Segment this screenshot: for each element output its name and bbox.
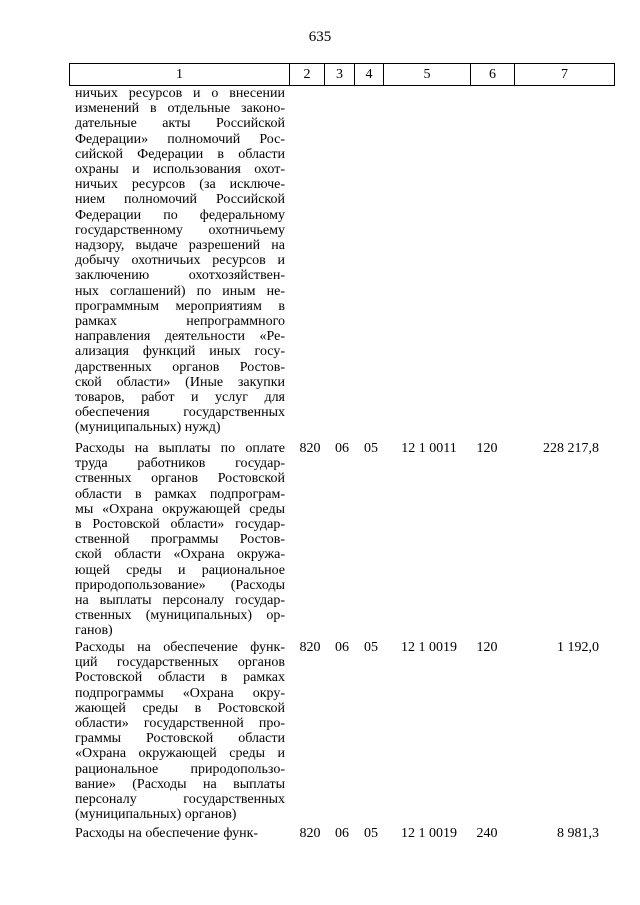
column-header-6: 6 [471,64,515,86]
row-description [75,441,285,639]
cell-expense-type: 240 [476,826,498,841]
cell-section: 06 [335,441,349,456]
cell-expense-type: 120 [476,441,498,456]
description-line: добычу охотничьих ресурсов и [75,253,285,269]
cell-amount: 228 217,8 [543,441,599,456]
row-description [75,640,285,822]
description-line: ственной программы Ростов- [75,532,285,548]
cell-section: 06 [335,640,349,655]
description-line: нием полномочий Российской [75,192,285,208]
cell-subsection: 05 [364,441,378,456]
description-line: ализация функций иных госу- [75,344,285,360]
description-line: заключению охотхозяйствен- [75,268,285,284]
description-line: Федерации» полномочий Рос- [75,131,285,147]
column-header-2: 2 [290,64,325,86]
description-line: сийской Федерации в области [75,146,285,162]
description-line: мы «Охрана окружающей среды [75,501,285,517]
cell-amount: 8 981,3 [557,826,599,841]
column-header-1: 1 [70,64,290,86]
description-line: области в рамках подпрограм- [75,486,285,502]
description-line: обеспечения государственных [75,405,285,421]
column-header-3: 3 [325,64,355,86]
description-line: вание» (Расходы на выплаты [75,776,285,792]
cell-target-item: 12 1 0019 [401,640,457,655]
description-line: на выплаты персоналу государ- [75,593,285,609]
description-line: ственных органов Ростовской [75,471,285,487]
description-line: ющей среды и рациональное [75,562,285,578]
description-line: ской области» (Иные закупки [75,374,285,390]
cell-section: 06 [335,826,349,841]
description-line: Ростовской области в рамках [75,670,285,686]
row-description [75,86,285,436]
description-line: «Охрана окружающей среды и [75,746,285,762]
description-line: Расходы на выплаты по оплате [75,441,285,456]
cell-subsection: 05 [364,826,378,841]
description-line: (муниципальных) органов) [75,807,237,823]
column-header-row [69,63,615,86]
description-line: ных соглашений) по иным не- [75,283,285,299]
description-line: надзору, выдаче разрешений на [75,238,285,254]
column-header-7: 7 [515,64,615,86]
description-line: ственных (муниципальных) ор- [75,608,285,624]
cell-target-item: 12 1 0011 [401,441,457,456]
column-header-4: 4 [355,64,384,86]
cell-subsection: 05 [364,640,378,655]
description-line: программным мероприятиям в [75,298,285,314]
description-line: области» государственной про- [75,716,285,732]
description-line: ганов) [75,623,113,639]
description-line: труда работников государ- [75,456,285,472]
description-line: Федерации по федеральному [75,207,285,223]
description-line: дарственных органов Ростов- [75,359,285,375]
cell-ministry-code: 820 [299,441,321,456]
description-line: в Ростовской области» государ- [75,517,285,533]
description-line: граммы Ростовской области [75,731,285,747]
description-line: государственному охотничьему [75,222,285,238]
page-number: 635 [308,29,332,45]
description-line: ничьих ресурсов (за исключе- [75,177,285,193]
cell-amount: 1 192,0 [557,640,599,655]
description-line: подпрограммы «Охрана окру- [75,685,285,701]
row-description [75,826,285,841]
description-line: Расходы на обеспечение функ- [75,640,285,655]
cell-ministry-code: 820 [299,640,321,655]
cell-ministry-code: 820 [299,826,321,841]
description-line: ций государственных органов [75,655,285,671]
description-line: природопользование» (Расходы [75,577,285,593]
column-header-5: 5 [384,64,471,86]
description-line: дательные акты Российской [75,116,285,132]
description-line: рамках непрограммного [75,314,285,330]
description-line: (муниципальных) нужд) [75,420,221,436]
cell-target-item: 12 1 0019 [401,826,457,841]
description-line: жающей среды в Ростовской [75,700,285,716]
description-line: персоналу государственных [75,792,285,808]
description-line: рациональное природопользо- [75,761,285,777]
description-line: ской области «Охрана окружа- [75,547,285,563]
description-line: Расходы на обеспечение функ- [75,826,259,841]
description-line: ничьих ресурсов и о внесении [75,86,285,101]
description-line: изменений в отдельные законо- [75,101,285,117]
description-line: товаров, работ и услуг для [75,390,285,406]
cell-expense-type: 120 [476,640,498,655]
description-line: охраны и использования охот- [75,162,285,178]
description-line: направления деятельности «Ре- [75,329,285,345]
